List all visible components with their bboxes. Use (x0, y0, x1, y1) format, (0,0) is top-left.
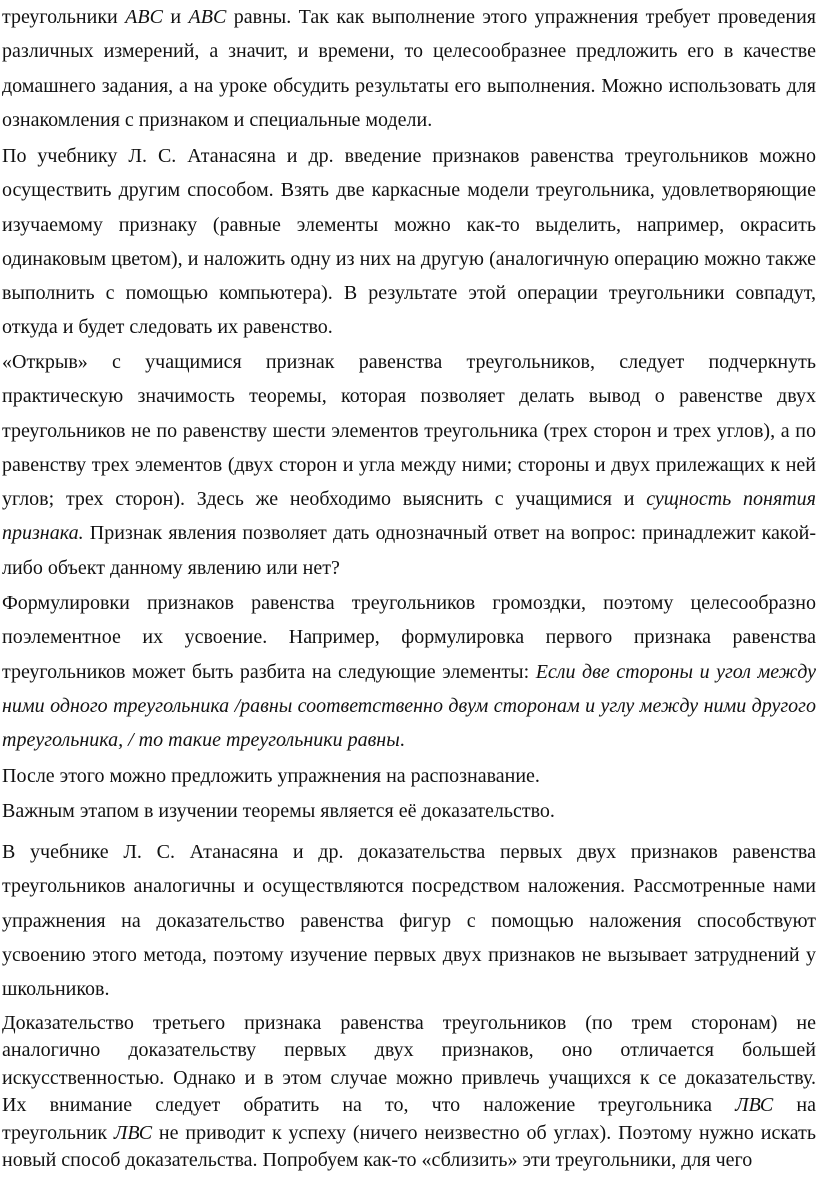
italic-run: признака. (2, 522, 84, 545)
text-run: треугольников аналогичны и осуществляются посредством наложения. Рассмотренные нами (2, 875, 816, 898)
text-run: усвоению этого метода, поэтому изучение первых двух признаков не вызывает затруднений у (2, 943, 816, 966)
text-line (2, 139, 816, 173)
text-line (2, 586, 816, 620)
text-line (2, 103, 816, 137)
text-line (2, 794, 816, 828)
text-line (2, 972, 816, 1006)
text-line (2, 482, 816, 516)
text-run: одинаковым цветом), и наложить одну из них на другую (аналогичную операцию можно также (2, 247, 816, 270)
italic-run: ЛВС (735, 1094, 774, 1117)
text-run: . (399, 729, 405, 752)
text-line (2, 620, 816, 654)
text-line (2, 655, 816, 689)
text-run: новый способ доказательства. Попробуем как-то «сблизить» эти треугольники, для чего (2, 1149, 753, 1172)
text-run: Признак явления позволяет дать однозначный ответ на вопрос: принадлежит какой- (83, 522, 816, 545)
text-run: практическую значимость теоремы, которая позволяет делать вывод о равенстве двух (2, 385, 816, 408)
paragraph-2 (2, 139, 816, 345)
text-line (2, 345, 816, 379)
text-run: упражнения на доказательство равенства фигур с помощью наложения способствуют (2, 909, 816, 932)
text-run: треугольники (2, 6, 126, 28)
text-line (2, 276, 816, 310)
text-run: треугольников может быть разбита на следующие элементы: (2, 660, 536, 683)
paragraph-7 (2, 835, 816, 1006)
text-line (2, 173, 816, 207)
text-line (2, 414, 816, 448)
text-run: Формулировки признаков равенства треугольников громоздки, поэтому целесообразно (2, 592, 816, 614)
text-line (2, 379, 816, 413)
text-line (2, 1092, 816, 1119)
italic-run: ABC (188, 6, 227, 28)
text-line (2, 208, 816, 242)
italic-run: треугольника, / то такие треугольники равны (2, 729, 400, 752)
text-run: осуществить другим способом. Взять две каркасные модели треугольника, удовлетворяющие (2, 179, 816, 202)
text-run: либо объект данному явлению или нет? (2, 556, 340, 579)
text-line (2, 551, 816, 585)
paragraph-8 (2, 1010, 816, 1174)
paragraph-3 (2, 345, 816, 585)
text-run: не приводит к успеху (ничего неизвестно об углах). Поэтому нужно искать (152, 1121, 816, 1144)
text-run: равны. Так как выполнение этого упражнения требует проведения (226, 6, 816, 28)
text-line (2, 1120, 816, 1147)
text-line (2, 1010, 816, 1037)
text-run: откуда и будет следовать их равенство. (2, 316, 333, 339)
text-line (2, 1037, 816, 1064)
text-line (2, 938, 816, 972)
text-line (2, 310, 816, 344)
text-run: выполнить с помощью компьютера). В результате этой операции треугольники совпадут, (2, 282, 816, 305)
text-line (2, 835, 816, 869)
text-run: и (162, 6, 189, 28)
text-run: треугольник (2, 1121, 114, 1144)
italic-run: Если две стороны и угол между (535, 660, 816, 683)
italic-run: ЛВС (113, 1121, 153, 1144)
text-run: После этого можно предложить упражнения на распознавание. (2, 765, 540, 787)
italic-run: ними одного треугольника /равны соответственно двум сторонам и углу между ними другого (2, 694, 816, 717)
text-line (2, 34, 816, 68)
text-line (2, 869, 816, 903)
text-run: ознакомления с признаком и специальные модели. (2, 108, 433, 131)
text-run: Их внимание следует обратить на то, что наложение треугольника (2, 1094, 736, 1117)
paragraph-4 (2, 586, 816, 757)
text-run: углов; трех сторон). Здесь же необходимо выяснить с учащимися и (2, 488, 647, 511)
text-line (2, 516, 816, 550)
text-line (2, 242, 816, 276)
text-run: По учебнику Л. С. Атанасяна и др. введение признаков равенства треугольников можно (2, 145, 816, 167)
italic-run: сущность понятия (646, 488, 816, 511)
text-run: Доказательство третьего признака равенства треугольников (по трем сторонам) не (2, 1012, 816, 1034)
text-run: «Открыв» с учащимися признак равенства треугольников, следует подчеркнуть (2, 351, 816, 373)
text-line (2, 689, 816, 723)
text-line (2, 723, 816, 757)
text-run: аналогично доказательству первых двух признаков, оно отличается большей (2, 1039, 816, 1062)
paragraph-5 (2, 759, 816, 793)
text-line (2, 448, 816, 482)
text-run: поэлементное их усвоение. Например, формулировка первого признака равенства (2, 626, 816, 649)
text-line (2, 1065, 816, 1092)
text-run: В учебнике Л. С. Атанасяна и др. доказательства первых двух признаков равенства (2, 841, 816, 863)
text-line (2, 759, 816, 793)
text-line (2, 69, 816, 103)
text-line (2, 1147, 816, 1174)
text-line (2, 0, 816, 34)
text-run: на (773, 1094, 816, 1117)
paragraph-6 (2, 794, 816, 828)
text-run: домашнего задания, а на уроке обсудить результаты его выполнения. Можно использовать для (2, 74, 816, 97)
text-run: треугольников не по равенству шести элементов треугольника (трех сторон и трех углов), а по (2, 419, 816, 442)
paragraph-1 (2, 0, 816, 137)
text-line (2, 904, 816, 938)
text-run: различных измерений, а значит, и времени, то целесообразнее предложить его в качестве (2, 40, 816, 63)
text-run: искусственностью. Однако и в этом случае можно привлечь учащихся к се доказательству. (2, 1066, 816, 1089)
text-run: равенству трех элементов (двух сторон и угла между ними; стороны и двух прилежащих к ней (2, 453, 816, 476)
text-run: изучаемому признаку (равные элементы можно как-то выделить, например, окрасить (2, 213, 816, 236)
text-run: Важным этапом в изучении теоремы является её доказательство. (2, 800, 555, 822)
italic-run: ABC (125, 6, 163, 28)
text-run: школьников. (2, 978, 110, 1001)
